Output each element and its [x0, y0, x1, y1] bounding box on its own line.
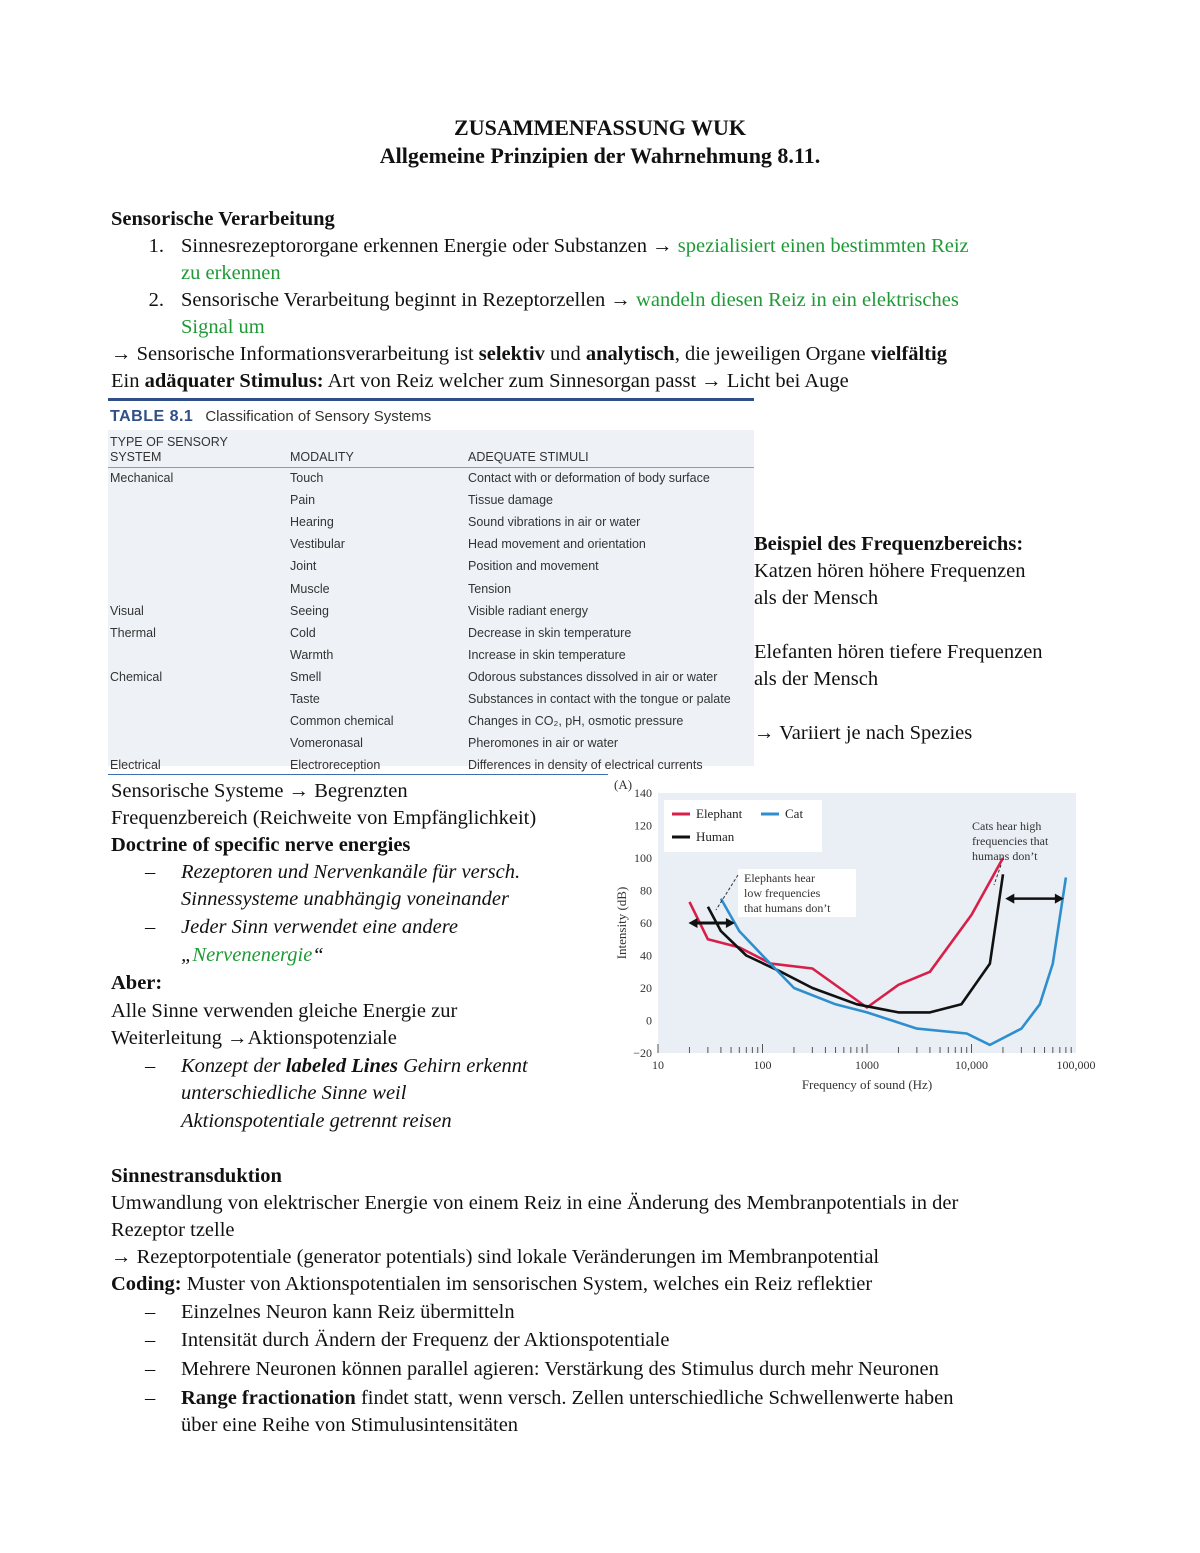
list-item-1-text: Sinnesrezeptororgane erkennen Energie oder Substanzen →	[181, 235, 673, 257]
column-header-type-line1: TYPE OF SENSORY	[110, 435, 228, 449]
text-run: , die jeweiligen Organe	[674, 343, 866, 365]
paragraph-line: Rezeptor tzelle	[111, 1219, 235, 1241]
y-tick-label: 0	[646, 1013, 652, 1028]
legend-label-cat: Cat	[785, 806, 804, 821]
legend-label-elephant: Elephant	[696, 806, 743, 821]
table-cell-modality: Pain	[290, 493, 316, 508]
table-cell-stimuli: Head movement and orientation	[468, 537, 646, 552]
y-tick-label: 20	[640, 981, 652, 995]
table-cell-stimuli: Tissue damage	[468, 493, 553, 508]
table-caption	[110, 408, 431, 426]
table-cell-stimuli: Sound vibrations in air or water	[468, 515, 641, 530]
table-cell-stimuli: Changes in CO₂, pH, osmotic pressure	[468, 714, 684, 729]
divider-line	[108, 774, 608, 775]
paragraph-line: → Rezeptorpotentiale (generator potentials) sind lokale Veränderungen im Membranpotential	[111, 1246, 880, 1268]
bullet-text: Einzelnes Neuron kann Reiz übermitteln	[181, 1301, 515, 1323]
bullet-text: Aktionspotentiale getrennt reisen	[181, 1110, 452, 1132]
text-run: Muster von Aktionspotentialen im sensorischen System, welches ein Reiz reflektier	[186, 1273, 873, 1295]
bullet-text: Sinnessysteme unabhängig voneinander	[181, 888, 509, 910]
table-cell-stimuli: Substances in contact with the tongue or palate	[468, 692, 731, 706]
side-line: als der Mensch	[754, 587, 879, 609]
table-cell-stimuli: Position and movement	[468, 559, 599, 574]
y-tick-label: 60	[640, 916, 652, 930]
annotation-text: low frequencies	[744, 886, 821, 900]
annotation-text: humans don’t	[972, 849, 1038, 863]
x-tick-label: 10	[652, 1058, 664, 1072]
side-line: Elefanten hören tiefere Frequenzen	[754, 641, 1043, 663]
table-cell-modality: Muscle	[290, 581, 330, 596]
list-item-2-text: Sensorische Verarbeitung beginnt in Rezeptorzellen →	[181, 289, 631, 311]
paragraph-line: Umwandlung von elektrischer Energie von einem Reiz in eine Änderung des Membranpotentials in der	[111, 1192, 959, 1214]
table-cell-stimuli: Decrease in skin temperature	[468, 625, 632, 640]
column-header-type-line2: SYSTEM	[110, 450, 162, 464]
bold-adaequater-stimulus: adäquater Stimulus:	[144, 370, 324, 392]
annotation-text: Elephants hear	[744, 871, 815, 885]
hearing-range-chart	[606, 775, 1096, 1105]
table-cell-stimuli: Increase in skin temperature	[468, 647, 626, 662]
bullet-text: Intensität durch Ändern der Frequenz der Aktionspotentiale	[181, 1329, 670, 1351]
bullet-text: Mehrere Neuronen können parallel agieren: Verstärkung des Stimulus durch mehr Neuronen	[181, 1358, 939, 1380]
x-tick-label: 100,000	[1056, 1058, 1096, 1072]
table-cell-stimuli: Visible radiant energy	[468, 603, 588, 618]
bullet-range-fractionation	[181, 1385, 954, 1412]
side-line: → Variiert je nach Spezies	[754, 722, 973, 744]
annotation-text: Cats hear high	[972, 819, 1042, 833]
table-cell-stimuli: Tension	[468, 581, 512, 596]
list-item-2	[181, 287, 959, 314]
section-heading-sinnestransduktion: Sinnestransduktion	[111, 1165, 282, 1187]
annotation-text: that humans don’t	[744, 901, 831, 915]
x-axis-label: Frequency of sound (Hz)	[801, 1077, 933, 1092]
table-cell-modality: Cold	[290, 625, 316, 640]
dash-bullet: –	[145, 1358, 156, 1380]
side-line: als der Mensch	[754, 668, 879, 690]
quote-close: “	[312, 944, 324, 966]
table-cell-modality: Electroreception	[290, 758, 381, 773]
table-sensory-systems	[108, 398, 754, 771]
section-heading-sensorische-verarbeitung: Sensorische Verarbeitung	[111, 208, 335, 230]
bold-range-fractionation: Range fractionation	[181, 1387, 356, 1409]
table-cell-stimuli: Differences in density of electrical currents	[468, 758, 703, 773]
text-run: → Sensorische Informationsverarbeitung ist	[111, 343, 474, 365]
table-cell-modality: Vestibular	[290, 537, 345, 552]
y-tick-label: 80	[640, 883, 652, 898]
green-nervenenergie: Nervenenergie	[192, 944, 313, 966]
table-header-rule	[108, 467, 754, 468]
heading-doctrine: Doctrine of specific nerve energies	[111, 834, 411, 856]
bullet-text: unterschiedliche Sinne weil	[181, 1082, 407, 1104]
y-tick-label: −20	[633, 1046, 652, 1060]
list-item-1-highlight: spezialisiert einen bestimmten Reiz	[677, 235, 969, 257]
legend-label-human: Human	[696, 829, 735, 844]
doc-subtitle: Allgemeine Prinzipien der Wahrnehmung 8.11.	[379, 143, 821, 168]
side-heading: Beispiel des Frequenzbereichs:	[754, 533, 1024, 555]
list-item-2-highlight-cont: Signal um	[181, 316, 265, 338]
table-cell-stimuli: Odorous substances dissolved in air or water	[468, 669, 718, 684]
table-cell-stimuli: Contact with or deformation of body surface	[468, 471, 710, 485]
text-run: Konzept der	[181, 1055, 281, 1077]
table-cell-modality: Taste	[290, 692, 320, 706]
column-header-modality: MODALITY	[290, 450, 354, 464]
text-run: und	[549, 343, 581, 365]
bullet-text: über eine Reihe von Stimulusintensitäten	[181, 1414, 519, 1436]
table-top-rule	[108, 398, 754, 401]
table-caption-text: Classification of Sensory Systems	[205, 408, 432, 425]
bold-labeled-lines: labeled Lines	[285, 1055, 398, 1077]
bold-coding: Coding:	[111, 1273, 182, 1295]
table-cell-modality: Warmth	[290, 647, 334, 662]
bold-selektiv: selektiv	[478, 343, 545, 365]
table-cell-modality: Touch	[290, 471, 324, 485]
y-tick-label: 140	[634, 786, 652, 800]
table-cell-stimuli: Pheromones in air or water	[468, 736, 619, 751]
column-header-type	[110, 435, 228, 465]
list-item-1-highlight-cont: zu erkennen	[181, 262, 281, 284]
side-line: Katzen hören höhere Frequenzen	[754, 560, 1026, 582]
table-cell-modality: Vomeronasal	[290, 736, 363, 751]
text-run: Ein	[111, 370, 140, 392]
y-tick-label: 40	[640, 948, 652, 963]
bullet-text: Rezeptoren und Nervenkanäle für versch.	[181, 861, 521, 883]
left-line: Alle Sinne verwenden gleiche Energie zur	[111, 1000, 458, 1022]
dash-bullet: –	[145, 916, 156, 938]
list-item-2-highlight: wandeln diesen Reiz in ein elektrisches	[636, 289, 959, 311]
list-number-2: 2.	[148, 289, 164, 311]
x-tick-label: 100	[753, 1058, 772, 1072]
list-item-1	[181, 233, 969, 260]
text-run: Gehirn erkennt	[403, 1055, 528, 1077]
dash-bullet: –	[145, 1301, 156, 1323]
x-tick-label: 1000	[855, 1058, 879, 1072]
left-line: Sensorische Systeme → Begrenzten	[111, 780, 408, 802]
text-run: Art von Reiz welcher zum Sinnesorgan passt → Licht bei Auge	[327, 370, 849, 392]
y-tick-label: 120	[634, 818, 652, 833]
table-cell-modality: Joint	[290, 559, 317, 574]
paragraph-selektiv-analytisch	[111, 341, 947, 368]
bullet-labeled-lines	[181, 1053, 528, 1080]
dash-bullet: –	[145, 1387, 156, 1409]
table-cell-modality: Common chemical	[290, 714, 394, 729]
paragraph-adaequater-stimulus	[111, 368, 849, 395]
list-number-1: 1.	[148, 235, 164, 257]
paragraph-coding	[111, 1271, 872, 1298]
table-label: TABLE 8.1	[110, 408, 194, 425]
left-line: Weiterleitung →Aktionspotenziale	[111, 1027, 397, 1049]
panel-label: (A)	[614, 777, 633, 792]
table-cell-modality: Seeing	[290, 603, 329, 618]
bullet-text: Jeder Sinn verwendet eine andere	[181, 916, 459, 938]
doc-title: ZUSAMMENFASSUNG WUK	[454, 115, 746, 140]
text-run: findet statt, wenn versch. Zellen unterschiedliche Schwellenwerte haben	[360, 1387, 954, 1409]
y-axis-label: Intensity (dB)	[614, 886, 629, 960]
quote-open: „	[181, 944, 193, 966]
bold-analytisch: analytisch	[585, 343, 675, 365]
table-cell-modality: Smell	[290, 669, 322, 684]
table-cell-type: Mechanical	[110, 471, 174, 485]
bullet-text-nervenenergie	[181, 942, 324, 969]
bold-vielfaeltig: vielfältig	[870, 343, 947, 365]
heading-aber: Aber:	[111, 972, 163, 994]
table-cell-type: Thermal	[110, 625, 156, 640]
column-header-stimuli: ADEQUATE STIMULI	[468, 450, 589, 464]
table-cell-type: Electrical	[110, 758, 161, 773]
y-tick-label: 100	[634, 851, 652, 865]
x-tick-label: 10,000	[955, 1058, 988, 1072]
annotation-text: frequencies that	[972, 834, 1049, 848]
table-cell-modality: Hearing	[290, 515, 334, 530]
dash-bullet: –	[145, 861, 156, 883]
dash-bullet: –	[145, 1055, 156, 1077]
left-line: Frequenzbereich (Reichweite von Empfänglichkeit)	[111, 807, 537, 829]
table-cell-type: Chemical	[110, 669, 163, 684]
dash-bullet: –	[145, 1329, 156, 1351]
table-cell-type: Visual	[110, 603, 144, 618]
